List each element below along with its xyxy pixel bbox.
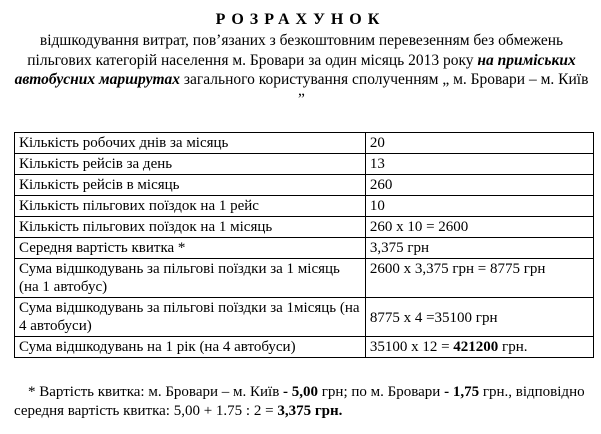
footnote-text-2: грн; по м. Бровари (318, 384, 445, 400)
row-label: Кількість пільгових поїздок на 1 місяць (15, 217, 366, 238)
row-value-text: 8775 х 4 =35100 грн (369, 309, 498, 326)
table-row (15, 337, 594, 358)
subtitle-emphasis: на приміських автобусних маршрутах (14, 51, 576, 88)
row-label: Кількість пільгових поїздок на 1 рейс (15, 196, 366, 217)
row-label: Сума відшкодувань на 1 рік (на 4 автобуси) (15, 337, 366, 358)
row-value: 260 (365, 175, 593, 196)
table-row (15, 217, 594, 238)
calculation-table (14, 132, 594, 358)
table-row (15, 175, 594, 196)
subtitle-text-1: відшкодування витрат, пов’язаних з безкоштовним перевезенням без обмежень пільгових категорій населення м. Бровари за один місяць 2013 року (27, 32, 564, 69)
row-label: Кількість робочих днів за місяць (15, 133, 366, 154)
footnote-text-3: грн., відповідно середня вартість квитка: 5,00 + 1.75 : 2 = (14, 384, 585, 419)
row-label: Кількість рейсів в місяць (15, 175, 366, 196)
table-row (15, 238, 594, 259)
row-value: 13 (365, 154, 593, 175)
footnote-average-price: 3,375 грн. (277, 403, 343, 419)
row-value (365, 298, 593, 337)
total-prefix: 35100 х 12 = (369, 339, 454, 355)
row-label: Середня вартість квитка * (15, 238, 366, 259)
total-amount: 421200 (453, 339, 499, 355)
row-value: 260 х 10 = 2600 (365, 217, 593, 238)
footnote-price-kyiv: - 5,00 (283, 384, 319, 400)
document-subtitle (14, 31, 589, 109)
row-value: 3,375 грн (365, 238, 593, 259)
row-value: 2600 х 3,375 грн = 8775 грн (365, 259, 593, 298)
row-value (365, 337, 593, 358)
footnote-text-1: * Вартість квитка: м. Бровари – м. Київ (28, 384, 284, 400)
table-row (15, 154, 594, 175)
table-row (15, 196, 594, 217)
row-label: Кількість рейсів за день (15, 154, 366, 175)
table-row (15, 259, 594, 298)
row-label: Сума відшкодувань за пільгові поїздки за 1 місяць (на 1 автобус) (15, 259, 366, 298)
total-suffix: грн. (498, 339, 528, 355)
footnote-price-brovary: - 1,75 (444, 384, 480, 400)
footnote (14, 383, 592, 421)
document-title: РОЗРАХУНОК (215, 11, 386, 28)
row-value: 10 (365, 196, 593, 217)
subtitle-text-2: загального користування сполученням „ м. Бровари – м. Київ ” (180, 71, 589, 108)
row-value: 20 (365, 133, 593, 154)
row-label: Сума відшкодувань за пільгові поїздки за 1місяць (на 4 автобуси) (15, 298, 366, 337)
table-row (15, 298, 594, 337)
table-row (15, 133, 594, 154)
